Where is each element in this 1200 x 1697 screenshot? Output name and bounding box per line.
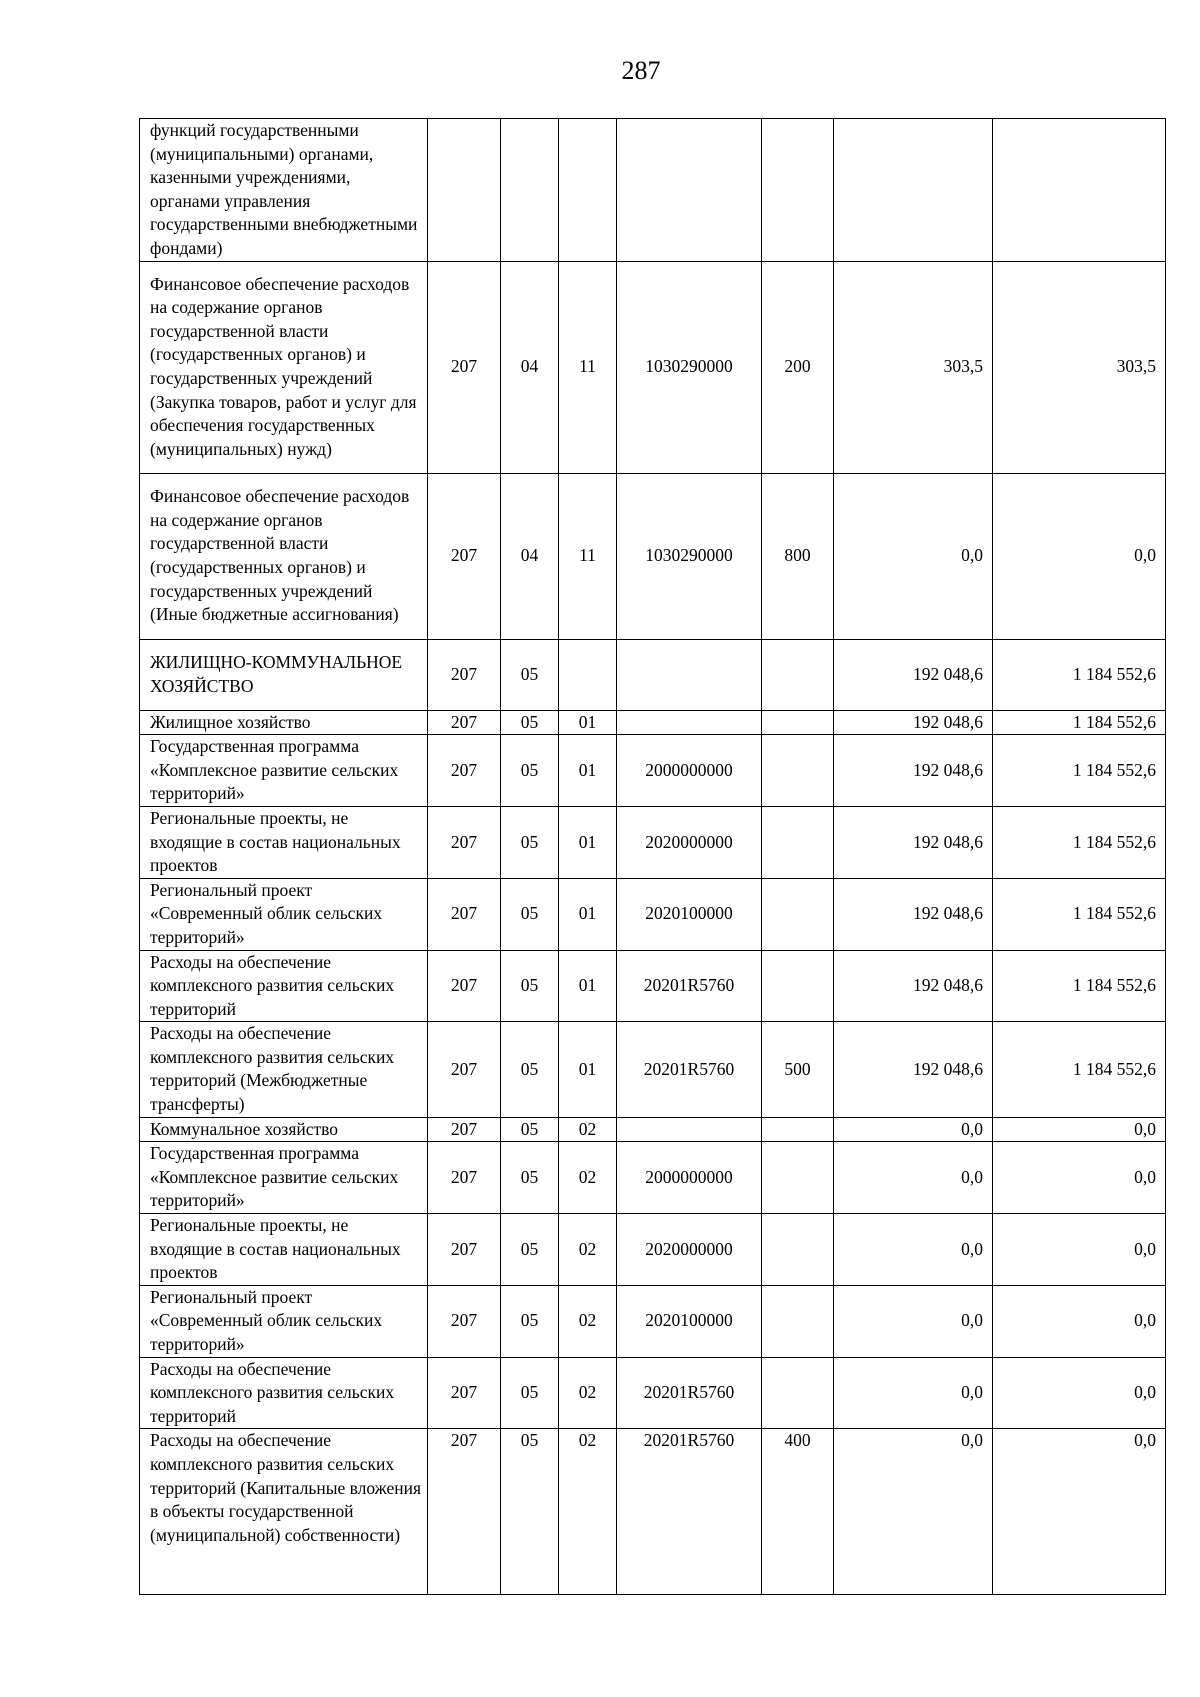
cell-sum-1: 0,0 (834, 1285, 993, 1357)
cell-grbs: 207 (428, 1214, 501, 1286)
table-row (140, 950, 1166, 1022)
cell-grbs: 207 (428, 1285, 501, 1357)
cell-expense-type (762, 710, 834, 735)
row-name: Расходы на обеспечение комплексного развития сельских территорий (140, 1357, 428, 1429)
cell-section: 05 (501, 710, 559, 735)
cell-section (501, 119, 559, 262)
cell-subsection: 01 (559, 950, 617, 1022)
cell-section: 05 (501, 878, 559, 950)
cell-sum-1 (834, 119, 993, 262)
row-name: Расходы на обеспечение комплексного развития сельских территорий (Капитальные вложения в объекты государственной (муниципальной) собственности) (140, 1429, 428, 1595)
cell-section: 05 (501, 1117, 559, 1142)
cell-expense-type (762, 806, 834, 878)
cell-sum-2: 1 184 552,6 (993, 735, 1166, 807)
row-name: Государственная программа «Комплексное развитие сельских территорий» (140, 1142, 428, 1214)
cell-target-article: 2000000000 (617, 1142, 762, 1214)
cell-target-article: 1030290000 (617, 473, 762, 639)
cell-sum-2 (993, 119, 1166, 262)
cell-expense-type (762, 1142, 834, 1214)
cell-sum-2: 0,0 (993, 1117, 1166, 1142)
table-row (140, 639, 1166, 710)
cell-expense-type (762, 1117, 834, 1142)
cell-sum-2: 0,0 (993, 1214, 1166, 1286)
table-row (140, 735, 1166, 807)
cell-section: 05 (501, 1214, 559, 1286)
cell-section: 05 (501, 806, 559, 878)
cell-subsection: 01 (559, 710, 617, 735)
cell-target-article (617, 119, 762, 262)
cell-sum-1: 0,0 (834, 1214, 993, 1286)
cell-target-article: 2020000000 (617, 806, 762, 878)
cell-subsection: 02 (559, 1285, 617, 1357)
table-row (140, 1142, 1166, 1214)
cell-expense-type (762, 639, 834, 710)
cell-expense-type (762, 119, 834, 262)
cell-target-article: 20201R5760 (617, 1022, 762, 1117)
cell-subsection: 02 (559, 1429, 617, 1595)
cell-grbs: 207 (428, 639, 501, 710)
cell-expense-type (762, 1357, 834, 1429)
cell-subsection (559, 639, 617, 710)
cell-grbs: 207 (428, 878, 501, 950)
cell-sum-2: 0,0 (993, 473, 1166, 639)
cell-sum-1: 192 048,6 (834, 735, 993, 807)
cell-grbs: 207 (428, 473, 501, 639)
cell-sum-1: 0,0 (834, 1357, 993, 1429)
cell-target-article: 2020100000 (617, 878, 762, 950)
cell-grbs: 207 (428, 1429, 501, 1595)
cell-grbs: 207 (428, 261, 501, 473)
cell-sum-2: 1 184 552,6 (993, 710, 1166, 735)
cell-section: 05 (501, 950, 559, 1022)
cell-sum-2: 0,0 (993, 1429, 1166, 1595)
cell-grbs: 207 (428, 950, 501, 1022)
cell-expense-type: 800 (762, 473, 834, 639)
cell-section: 05 (501, 1285, 559, 1357)
cell-sum-1: 192 048,6 (834, 950, 993, 1022)
row-name: ЖИЛИЩНО-КОММУНАЛЬНОЕ ХОЗЯЙСТВО (140, 639, 428, 710)
budget-table (139, 118, 1166, 1595)
cell-section: 05 (501, 735, 559, 807)
table-row (140, 1285, 1166, 1357)
table-row (140, 1429, 1166, 1595)
cell-expense-type (762, 950, 834, 1022)
row-name: Региональный проект «Современный облик сельских территорий» (140, 878, 428, 950)
row-name: функций государственными (муниципальными) органами, казенными учреждениями, органами управления государственными внебюджетными фондами) (140, 119, 428, 262)
cell-target-article (617, 1117, 762, 1142)
cell-sum-2: 0,0 (993, 1285, 1166, 1357)
cell-sum-1: 192 048,6 (834, 639, 993, 710)
table-row (140, 1117, 1166, 1142)
cell-target-article: 20201R5760 (617, 1357, 762, 1429)
cell-grbs: 207 (428, 1142, 501, 1214)
row-name: Региональные проекты, не входящие в состав национальных проектов (140, 1214, 428, 1286)
cell-target-article: 2020000000 (617, 1214, 762, 1286)
cell-subsection: 11 (559, 261, 617, 473)
cell-subsection: 01 (559, 806, 617, 878)
cell-sum-2: 303,5 (993, 261, 1166, 473)
cell-grbs: 207 (428, 735, 501, 807)
cell-subsection: 11 (559, 473, 617, 639)
cell-target-article: 2000000000 (617, 735, 762, 807)
cell-target-article: 20201R5760 (617, 1429, 762, 1595)
cell-grbs: 207 (428, 1022, 501, 1117)
cell-subsection (559, 119, 617, 262)
cell-target-article: 1030290000 (617, 261, 762, 473)
cell-sum-1: 192 048,6 (834, 710, 993, 735)
table-row (140, 878, 1166, 950)
row-name: Государственная программа «Комплексное развитие сельских территорий» (140, 735, 428, 807)
cell-sum-1: 192 048,6 (834, 806, 993, 878)
table-row (140, 119, 1166, 262)
cell-subsection: 01 (559, 1022, 617, 1117)
cell-sum-1: 0,0 (834, 1429, 993, 1595)
cell-sum-1: 303,5 (834, 261, 993, 473)
cell-expense-type: 400 (762, 1429, 834, 1595)
cell-section: 05 (501, 639, 559, 710)
page-number: 287 (621, 56, 661, 85)
budget-table-body (140, 119, 1166, 1595)
cell-sum-1: 192 048,6 (834, 1022, 993, 1117)
cell-section: 04 (501, 261, 559, 473)
row-name: Региональные проекты, не входящие в состав национальных проектов (140, 806, 428, 878)
cell-grbs (428, 119, 501, 262)
cell-expense-type: 500 (762, 1022, 834, 1117)
cell-sum-2: 0,0 (993, 1142, 1166, 1214)
row-name: Финансовое обеспечение расходов на содержание органов государственной власти (государственных органов) и государственных учреждений (Иные бюджетные ассигнования) (140, 473, 428, 639)
table-row (140, 1022, 1166, 1117)
cell-target-article (617, 639, 762, 710)
row-name: Расходы на обеспечение комплексного развития сельских территорий (Межбюджетные трансферты) (140, 1022, 428, 1117)
row-name: Региональный проект «Современный облик сельских территорий» (140, 1285, 428, 1357)
cell-sum-2: 1 184 552,6 (993, 806, 1166, 878)
cell-expense-type (762, 878, 834, 950)
row-name: Жилищное хозяйство (140, 710, 428, 735)
cell-sum-1: 0,0 (834, 1117, 993, 1142)
cell-subsection: 02 (559, 1142, 617, 1214)
cell-expense-type (762, 1285, 834, 1357)
cell-sum-1: 0,0 (834, 1142, 993, 1214)
cell-subsection: 01 (559, 878, 617, 950)
table-row (140, 1214, 1166, 1286)
table-row (140, 261, 1166, 473)
cell-sum-2: 0,0 (993, 1357, 1166, 1429)
cell-grbs: 207 (428, 710, 501, 735)
table-row (140, 473, 1166, 639)
cell-expense-type: 200 (762, 261, 834, 473)
cell-expense-type (762, 1214, 834, 1286)
cell-section: 04 (501, 473, 559, 639)
cell-target-article: 20201R5760 (617, 950, 762, 1022)
cell-section: 05 (501, 1429, 559, 1595)
cell-grbs: 207 (428, 806, 501, 878)
cell-subsection: 01 (559, 735, 617, 807)
cell-section: 05 (501, 1357, 559, 1429)
table-row (140, 1357, 1166, 1429)
cell-sum-2: 1 184 552,6 (993, 1022, 1166, 1117)
cell-subsection: 02 (559, 1357, 617, 1429)
cell-subsection: 02 (559, 1117, 617, 1142)
cell-target-article: 2020100000 (617, 1285, 762, 1357)
cell-section: 05 (501, 1142, 559, 1214)
table-row (140, 710, 1166, 735)
table-row (140, 806, 1166, 878)
cell-expense-type (762, 735, 834, 807)
row-name: Финансовое обеспечение расходов на содержание органов государственной власти (государственных органов) и государственных учреждений (Закупка товаров, работ и услуг для обеспечения государственных (муниципальных) нужд) (140, 261, 428, 473)
cell-sum-2: 1 184 552,6 (993, 950, 1166, 1022)
cell-subsection: 02 (559, 1214, 617, 1286)
cell-grbs: 207 (428, 1357, 501, 1429)
row-name: Расходы на обеспечение комплексного развития сельских территорий (140, 950, 428, 1022)
cell-sum-2: 1 184 552,6 (993, 878, 1166, 950)
cell-target-article (617, 710, 762, 735)
cell-sum-1: 0,0 (834, 473, 993, 639)
cell-grbs: 207 (428, 1117, 501, 1142)
cell-sum-2: 1 184 552,6 (993, 639, 1166, 710)
cell-section: 05 (501, 1022, 559, 1117)
row-name: Коммунальное хозяйство (140, 1117, 428, 1142)
cell-sum-1: 192 048,6 (834, 878, 993, 950)
